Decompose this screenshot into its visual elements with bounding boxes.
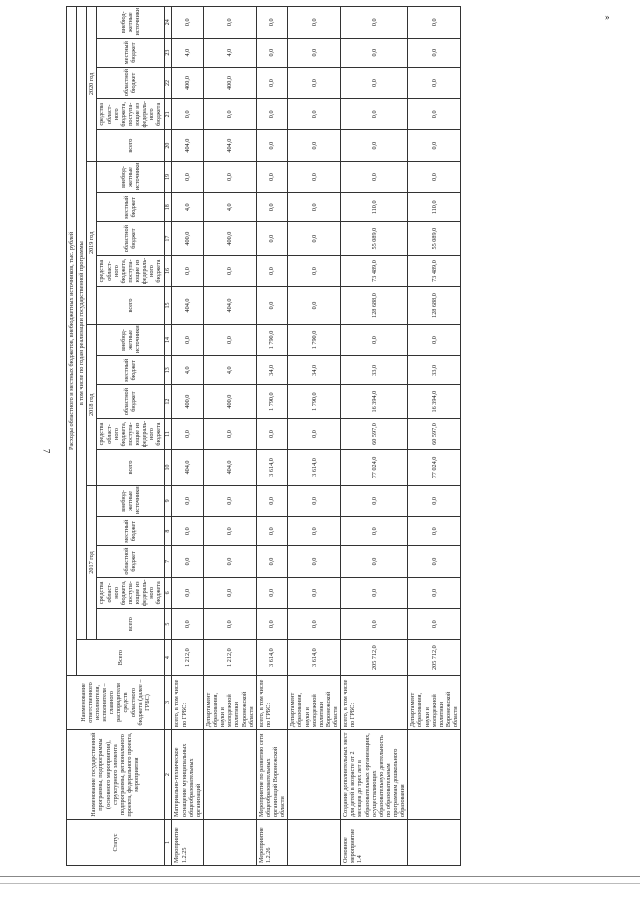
value-cell: 0,0 xyxy=(256,255,288,286)
header-sub-total: всего xyxy=(97,287,164,325)
value-cell: 1 790,0 xyxy=(288,324,341,355)
value-cell: 0,0 xyxy=(341,99,408,130)
value-cell: 73 489,0 xyxy=(341,255,408,286)
column-index-cell: 2 xyxy=(164,730,172,820)
value-cell: 77 024,0 xyxy=(408,450,461,486)
header-sub-fed: средства област-ного бюджета, поступа-ющие из федераль-ного бюджета xyxy=(97,418,164,449)
value-cell: 0,0 xyxy=(288,418,341,449)
column-index-cell: 16 xyxy=(164,255,172,286)
grbs-cell: Департамент образования, науки и молодежной политики Воронежской области xyxy=(408,675,461,729)
value-cell: 33,0 xyxy=(341,356,408,385)
value-cell: 0,0 xyxy=(203,517,256,546)
value-cell: 0,0 xyxy=(203,485,256,516)
status-cell: Мероприятие 1.2.25 xyxy=(172,820,204,866)
value-cell: 404,0 xyxy=(172,130,204,161)
value-cell: 205 712,0 xyxy=(341,640,408,676)
value-cell: 0,0 xyxy=(341,485,408,516)
value-cell: 0,0 xyxy=(341,161,408,192)
header-sub-fed: средства област-ного бюджета, поступа-ющие из федераль-ного бюджета xyxy=(97,99,164,130)
name-cell xyxy=(288,730,341,820)
header-year-2019: 2019 год xyxy=(87,161,97,324)
value-cell: 60 597,0 xyxy=(341,418,408,449)
bottom-rule-secondary xyxy=(0,883,640,884)
value-cell: 0,0 xyxy=(288,67,341,98)
column-index-cell: 1 xyxy=(164,820,172,866)
value-cell: 77 024,0 xyxy=(341,450,408,486)
value-cell: 404,0 xyxy=(172,450,204,486)
value-cell: 0,0 xyxy=(288,546,341,577)
value-cell: 1 212,0 xyxy=(172,640,204,676)
header-sub-total: всего xyxy=(97,130,164,161)
header-year-2018: 2018 год xyxy=(87,324,97,485)
value-cell: 0,0 xyxy=(172,577,204,608)
name-cell: Мероприятие по развитию сети общеобразовательных организаций Воронежской области xyxy=(256,730,288,820)
value-cell: 4,0 xyxy=(172,193,204,222)
value-cell: 0,0 xyxy=(172,546,204,577)
value-cell: 4,0 xyxy=(172,38,204,67)
table-row xyxy=(408,7,461,866)
value-cell: 0,0 xyxy=(288,99,341,130)
value-cell: 0,0 xyxy=(256,287,288,325)
table-row xyxy=(172,7,204,866)
value-cell: 0,0 xyxy=(203,546,256,577)
value-cell: 400,0 xyxy=(203,385,256,418)
header-sub-obl: областной бюджет xyxy=(97,67,164,98)
value-cell: 0,0 xyxy=(288,608,341,639)
header-sub-total: всего xyxy=(97,450,164,486)
budget-table xyxy=(66,6,461,866)
header-name: Наименование государственной программы, подпрограммы (основного мероприятия), структурного элемента подпрограммы, регионального проекта, федерального проекта, мероприятия xyxy=(67,730,165,820)
value-cell: 1 790,0 xyxy=(256,324,288,355)
header-status: Статус xyxy=(67,820,165,866)
column-index-cell: 10 xyxy=(164,450,172,486)
value-cell: 0,0 xyxy=(408,67,461,98)
value-cell: 1 790,0 xyxy=(288,385,341,418)
column-index-row xyxy=(164,7,172,866)
column-index-cell: 22 xyxy=(164,67,172,98)
value-cell: 0,0 xyxy=(172,255,204,286)
value-cell: 34,0 xyxy=(288,356,341,385)
value-cell: 0,0 xyxy=(341,324,408,355)
name-cell: Материально-техническое оснащение муниципальных общеобразовательных организаций xyxy=(172,730,204,820)
value-cell: 0,0 xyxy=(256,485,288,516)
value-cell: 0,0 xyxy=(408,517,461,546)
value-cell: 4,0 xyxy=(203,38,256,67)
value-cell: 404,0 xyxy=(203,450,256,486)
table-row xyxy=(256,7,288,866)
header-by-year: в том числе по годам реализации государственной программы xyxy=(77,7,87,640)
value-cell: 0,0 xyxy=(288,222,341,255)
column-index-cell: 18 xyxy=(164,193,172,222)
column-index-cell: 14 xyxy=(164,324,172,355)
value-cell: 0,0 xyxy=(408,38,461,67)
column-index-cell: 21 xyxy=(164,99,172,130)
column-index-cell: 20 xyxy=(164,130,172,161)
value-cell: 3 614,0 xyxy=(256,640,288,676)
value-cell: 0,0 xyxy=(172,485,204,516)
table-body xyxy=(172,7,461,866)
value-cell: 16 394,0 xyxy=(341,385,408,418)
value-cell: 0,0 xyxy=(203,99,256,130)
value-cell: 4,0 xyxy=(203,193,256,222)
value-cell: 0,0 xyxy=(172,517,204,546)
column-index-cell: 23 xyxy=(164,38,172,67)
table-row xyxy=(203,7,256,866)
header-sub-vnebud: внебюд-жетные источники xyxy=(97,485,164,516)
value-cell: 0,0 xyxy=(256,546,288,577)
value-cell: 0,0 xyxy=(172,161,204,192)
value-cell: 0,0 xyxy=(408,577,461,608)
header-main: Расходы областного и местных бюджетов, внебюджетных источников, тыс. рублей xyxy=(67,7,77,676)
header-sub-mest: местный бюджет xyxy=(97,356,164,385)
value-cell: 0,0 xyxy=(203,7,256,39)
value-cell: 0,0 xyxy=(203,418,256,449)
header-sub-mest: местный бюджет xyxy=(97,38,164,67)
value-cell: 0,0 xyxy=(288,161,341,192)
header-sub-mest: местный бюджет xyxy=(97,517,164,546)
value-cell: 110,0 xyxy=(408,193,461,222)
status-cell xyxy=(408,820,461,866)
value-cell: 404,0 xyxy=(172,287,204,325)
header-year-2017: 2017 год xyxy=(87,485,97,640)
header-grbs: Наименование ответственного исполнителя, исполнителя – главного распорядителя средств областного бюджета (далее – ГРБС) xyxy=(67,675,165,729)
value-cell: 400,0 xyxy=(172,385,204,418)
column-index-cell: 19 xyxy=(164,161,172,192)
value-cell: 0,0 xyxy=(256,161,288,192)
value-cell: 16 394,0 xyxy=(408,385,461,418)
value-cell: 0,0 xyxy=(408,546,461,577)
value-cell: 0,0 xyxy=(203,255,256,286)
value-cell: 0,0 xyxy=(203,161,256,192)
status-cell xyxy=(288,820,341,866)
value-cell: 0,0 xyxy=(203,577,256,608)
value-cell: 0,0 xyxy=(256,7,288,39)
value-cell: 0,0 xyxy=(408,608,461,639)
grbs-cell: Департамент образования, науки и молодежной политики Воронежской области xyxy=(288,675,341,729)
value-cell: 0,0 xyxy=(341,577,408,608)
value-cell: 0,0 xyxy=(288,517,341,546)
value-cell: 0,0 xyxy=(288,7,341,39)
header-sub-obl: областной бюджет xyxy=(97,222,164,255)
value-cell: 400,0 xyxy=(172,222,204,255)
column-index-cell: 12 xyxy=(164,385,172,418)
value-cell: 33,0 xyxy=(408,356,461,385)
value-cell: 0,0 xyxy=(408,130,461,161)
header-sub-total: всего xyxy=(97,608,164,639)
value-cell: 0,0 xyxy=(341,517,408,546)
value-cell: 0,0 xyxy=(408,161,461,192)
column-index-cell: 17 xyxy=(164,222,172,255)
value-cell: 205 712,0 xyxy=(408,640,461,676)
value-cell: 0,0 xyxy=(172,7,204,39)
value-cell: 0,0 xyxy=(203,324,256,355)
value-cell: 0,0 xyxy=(288,485,341,516)
value-cell: 3 614,0 xyxy=(256,450,288,486)
grbs-cell: всего, в том числе по ГРБС: xyxy=(341,675,408,729)
table-row xyxy=(288,7,341,866)
header-sub-vnebud: внебюд-жетные источники xyxy=(97,7,164,39)
column-index-cell: 13 xyxy=(164,356,172,385)
value-cell: 34,0 xyxy=(256,356,288,385)
bottom-rule xyxy=(0,876,640,877)
value-cell: 404,0 xyxy=(203,130,256,161)
value-cell: 128 688,0 xyxy=(341,287,408,325)
value-cell: 1 790,0 xyxy=(256,385,288,418)
value-cell: 0,0 xyxy=(341,67,408,98)
value-cell: 0,0 xyxy=(172,418,204,449)
value-cell: 0,0 xyxy=(203,608,256,639)
header-total: Всего xyxy=(77,640,164,676)
value-cell: 0,0 xyxy=(256,608,288,639)
value-cell: 0,0 xyxy=(256,193,288,222)
value-cell: 400,0 xyxy=(203,222,256,255)
column-index-cell: 8 xyxy=(164,517,172,546)
value-cell: 4,0 xyxy=(203,356,256,385)
value-cell: 3 614,0 xyxy=(288,450,341,486)
table-row xyxy=(341,7,408,866)
corner-mark: » xyxy=(605,12,610,22)
column-index-cell: 11 xyxy=(164,418,172,449)
value-cell: 3 614,0 xyxy=(288,640,341,676)
value-cell: 0,0 xyxy=(256,67,288,98)
grbs-cell: всего, в том числе по ГРБС: xyxy=(172,675,204,729)
grbs-cell: всего, в том числе по ГРБС: xyxy=(256,675,288,729)
value-cell: 0,0 xyxy=(408,7,461,39)
header-sub-fed: средства област-ного бюджета, поступа-ющие из федераль-ного бюджета xyxy=(97,255,164,286)
column-index-cell: 24 xyxy=(164,7,172,39)
value-cell: 0,0 xyxy=(256,130,288,161)
header-sub-vnebud: внебюд-жетные источники xyxy=(97,324,164,355)
value-cell: 0,0 xyxy=(172,99,204,130)
value-cell: 0,0 xyxy=(256,577,288,608)
value-cell: 73 489,0 xyxy=(408,255,461,286)
header-sub-obl: областной бюджет xyxy=(97,546,164,577)
value-cell: 110,0 xyxy=(341,193,408,222)
name-cell: Создание дополнительных мест для детей в возрасте от 2 месяцев до трех лет в образовательных организациях, осуществляющих образовательную деятельность по образовательным программам дошкольного образования xyxy=(341,730,408,820)
name-cell xyxy=(408,730,461,820)
value-cell: 0,0 xyxy=(288,38,341,67)
value-cell: 0,0 xyxy=(341,7,408,39)
column-index-cell: 4 xyxy=(164,640,172,676)
value-cell: 55 089,0 xyxy=(408,222,461,255)
value-cell: 60 597,0 xyxy=(408,418,461,449)
column-index-cell: 6 xyxy=(164,577,172,608)
value-cell: 0,0 xyxy=(341,130,408,161)
column-index-cell: 7 xyxy=(164,546,172,577)
rotated-budget-table xyxy=(66,6,622,866)
value-cell: 1 212,0 xyxy=(203,640,256,676)
value-cell: 0,0 xyxy=(408,324,461,355)
value-cell: 0,0 xyxy=(408,99,461,130)
value-cell: 0,0 xyxy=(256,517,288,546)
value-cell: 4,0 xyxy=(172,356,204,385)
value-cell: 0,0 xyxy=(172,608,204,639)
value-cell: 0,0 xyxy=(341,546,408,577)
value-cell: 400,0 xyxy=(203,67,256,98)
header-year-2020: 2020 год xyxy=(87,7,97,162)
value-cell: 0,0 xyxy=(288,255,341,286)
value-cell: 0,0 xyxy=(288,287,341,325)
value-cell: 0,0 xyxy=(341,38,408,67)
value-cell: 0,0 xyxy=(256,418,288,449)
header-sub-obl: областной бюджет xyxy=(97,385,164,418)
header-sub-mest: местный бюджет xyxy=(97,193,164,222)
value-cell: 0,0 xyxy=(341,608,408,639)
name-cell xyxy=(203,730,256,820)
column-index-cell: 5 xyxy=(164,608,172,639)
column-index-cell: 3 xyxy=(164,675,172,729)
header-sub-fed: средства област-ного бюджета, поступа-ющие из федераль-ного бюджета xyxy=(97,577,164,608)
value-cell: 0,0 xyxy=(256,38,288,67)
value-cell: 0,0 xyxy=(288,577,341,608)
value-cell: 0,0 xyxy=(172,324,204,355)
value-cell: 0,0 xyxy=(408,485,461,516)
value-cell: 0,0 xyxy=(288,193,341,222)
status-cell: Мероприятие 1.2.26 xyxy=(256,820,288,866)
status-cell xyxy=(203,820,256,866)
value-cell: 400,0 xyxy=(172,67,204,98)
value-cell: 0,0 xyxy=(256,99,288,130)
header-sub-vnebud: внебюд-жетные источники xyxy=(97,161,164,192)
value-cell: 55 089,0 xyxy=(341,222,408,255)
value-cell: 404,0 xyxy=(203,287,256,325)
column-index-cell: 9 xyxy=(164,485,172,516)
value-cell: 0,0 xyxy=(256,222,288,255)
page-number: 7 xyxy=(41,448,52,454)
value-cell: 128 688,0 xyxy=(408,287,461,325)
value-cell: 0,0 xyxy=(288,130,341,161)
status-cell: Основное мероприятие 1.4 xyxy=(341,820,408,866)
column-index-cell: 15 xyxy=(164,287,172,325)
grbs-cell: Департамент образования, науки и молодежной политики Воронежской области xyxy=(203,675,256,729)
